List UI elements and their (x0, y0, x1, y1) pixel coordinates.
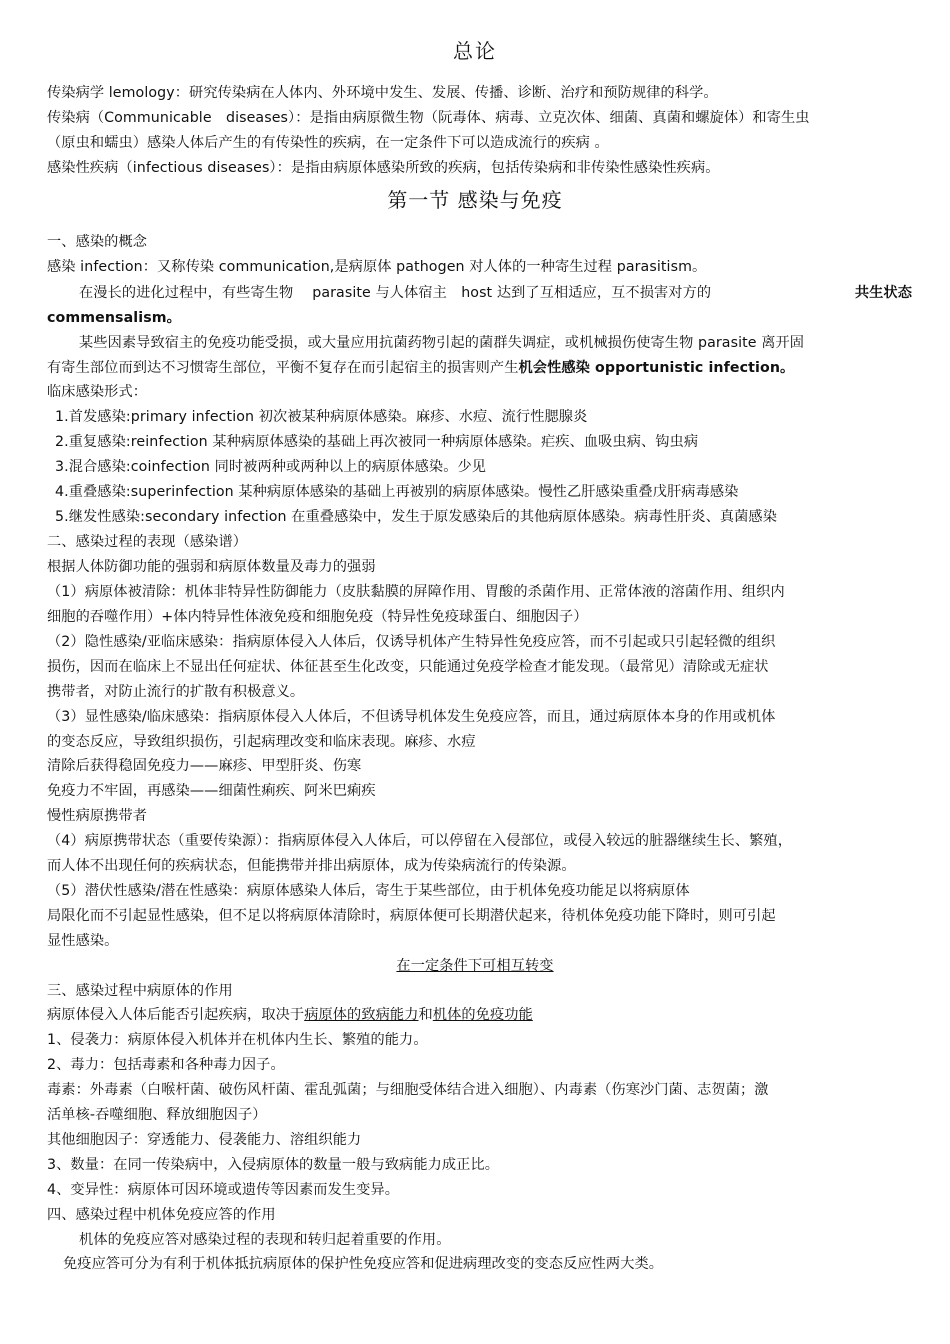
pathogen-virulence-term: 病原体的致病能力 (304, 1007, 419, 1023)
spectrum-intro: 根据人体防御功能的强弱和病原体数量及毒力的强弱 (47, 559, 376, 575)
spectrum-cleared-line-1: （1）病原体被清除：机体非特异性防御能力（皮肤黏膜的屏障作用、胃酸的杀菌作用、正常体液的溶菌作用、组织内 (47, 584, 785, 600)
section-title: 第一节 感染与免疫 (387, 188, 563, 212)
other-factors: 其他细胞因子：穿透能力、侵袭能力、溶组织能力 (47, 1132, 362, 1148)
clinical-form-item: 3.混合感染:coinfection 同时被两种或两种以上的病原体感染。少见 (55, 459, 487, 475)
spectrum-latent-line-3: 显性感染。 (47, 933, 119, 949)
opportunistic-text: 有寄生部位而到达不习惯寄生部位，平衡不复存在而引起宿主的损害则产生 (47, 360, 519, 376)
spectrum-latent-line-2: 局限化而不引起显性感染，但不足以将病原体清除时，病原体便可长期潜伏起来，待机体免疫功能下降时，则可引起 (47, 908, 776, 924)
spectrum-latent-line-1: （5）潜伏性感染/潜在性感染：病原体感染人体后，寄生于某些部位，由于机体免疫功能足以将病原体 (47, 883, 690, 899)
pathogen-role-conjunction: 和 (418, 1007, 433, 1023)
definition-infectious: 感染性疾病（infectious diseases）：是指由病原体感染所致的疾病，包括传染病和非传染性感染性疾病。 (47, 160, 720, 176)
spectrum-note (0, 954, 950, 978)
spectrum-overt-line-2: 的变态反应，导致组织损伤，引起病理改变和临床表现。麻疹、水痘 (47, 734, 476, 750)
infection-definition: 感染 infection：又称传染 communication,是病原体 pathogen 对人体的一种寄生过程 parasitism。 (47, 259, 707, 275)
clinical-form-item: 5.继发性感染:secondary infection 在重叠感染中，发生于原发感染后的其他病原体感染。病毒性肝炎、真菌感染 (55, 509, 778, 525)
opportunistic-term: 机会性感染 opportunistic infection。 (518, 360, 795, 376)
pathogen-invasiveness: 1、侵袭力：病原体侵入机体并在机体内生长、繁殖的能力。 (47, 1032, 428, 1048)
clinical-form-item: 4.重叠感染:superinfection 某种病原体感染的基础上再被别的病原体感染。慢性乙肝感染重叠戊肝病毒感染 (55, 484, 739, 500)
toxin-line-1: 毒素：外毒素（白喉杆菌、破伤风杆菌、霍乱弧菌；与细胞受体结合进入细胞）、内毒素（伤寒沙门菌、志贺菌；激 (47, 1082, 769, 1098)
definition-communicable-line-1: 传染病（Communicable diseases）：是指由病原微生物（阮毒体、病毒、立克次体、细菌、真菌和螺旋体）和寄生虫 (47, 110, 810, 126)
opportunistic-line-2 (47, 356, 912, 380)
definition-epidemiology: 传染病学 lemology：研究传染病在人体内、外环境中发生、发展、传播、诊断、治疗和预防规律的科学。 (47, 85, 718, 101)
spectrum-carrier-line-2: 而人体不出现任何的疾病状态，但能携带并排出病原体，成为传染病流行的传染源。 (47, 858, 576, 874)
spectrum-overt-line-3: 清除后获得稳固免疫力——麻疹、甲型肝炎、伤寒 (47, 758, 362, 774)
host-immunity-term: 机体的免疫功能 (432, 1007, 533, 1023)
heading-infection-spectrum: 二、感染过程的表现（感染谱） (47, 534, 248, 550)
spectrum-overt-line-4: 免疫力不牢固，再感染——细菌性痢疾、阿米巴痢疾 (47, 783, 376, 799)
pathogen-quantity: 3、数量：在同一传染病中，入侵病原体的数量一般与致病能力成正比。 (47, 1157, 500, 1173)
pathogen-variability: 4、变异性：病原体可因环境或遗传等因素而发生变异。 (47, 1182, 400, 1198)
spectrum-cleared-line-2: 细胞的吞噬作用）+体内特异性体液免疫和细胞免疫（特异性免疫球蛋白、细胞因子） (47, 609, 588, 625)
immune-response-line-2: 免疫应答可分为有利于机体抵抗病原体的保护性免疫应答和促进病理改变的变态反应性两大类。 (63, 1256, 664, 1272)
commensalism-line-2: commensalism。 (47, 310, 181, 326)
commensalism-term: 共生状态 (854, 285, 912, 301)
heading-infection-concept: 一、感染的概念 (47, 234, 148, 250)
spectrum-note-text: 在一定条件下可相互转变 (396, 958, 554, 974)
commensalism-line-1 (47, 281, 912, 305)
clinical-form-item: 2.重复感染:reinfection 某种病原体感染的基础上再次被同一种病原体感染。疟疾、血吸虫病、钩虫病 (55, 434, 699, 450)
definition-communicable-line-2: （原虫和蠕虫）感染人体后产生的有传染性的疾病，在一定条件下可以造成流行的疾病 。 (47, 135, 609, 151)
pathogen-role-intro-text: 病原体侵入人体后能否引起疾病，取决于 (47, 1007, 305, 1023)
pathogen-role-intro (47, 1003, 912, 1027)
heading-immune-response: 四、感染过程中机体免疫应答的作用 (47, 1207, 276, 1223)
commensalism-text: 在漫长的进化过程中，有些寄生物 parasite 与人体宿主 host 达到了互相适应，互不损害对方的 (79, 285, 712, 301)
spectrum-covert-line-3: 携带者，对防止流行的扩散有积极意义。 (47, 684, 305, 700)
immune-response-line-1: 机体的免疫应答对感染过程的表现和转归起着重要的作用。 (79, 1232, 451, 1248)
spectrum-covert-line-2: 损伤，因而在临床上不显出任何症状、体征甚至生化改变，只能通过免疫学检查才能发现。（最常见）清除或无症状 (47, 659, 769, 675)
page-title: 总论 (453, 39, 497, 63)
heading-pathogen-role: 三、感染过程中病原体的作用 (47, 983, 233, 999)
spectrum-overt-line-1: （3）显性感染/临床感染：指病原体侵入人体后，不但诱导机体发生免疫应答，而且，通过病原体本身的作用或机体 (47, 709, 776, 725)
toxin-line-2: 活单核-吞噬细胞、释放细胞因子） (47, 1107, 267, 1123)
clinical-forms-heading: 临床感染形式： (47, 384, 148, 400)
clinical-form-item: 1.首发感染:primary infection 初次被某种病原体感染。麻疹、水痘、流行性腮腺炎 (55, 409, 588, 425)
opportunistic-line-1: 某些因素导致宿主的免疫功能受损，或大量应用抗菌药物引起的菌群失调症，或机械损伤使寄生物 parasite 离开固 (79, 335, 805, 351)
spectrum-covert-line-1: （2）隐性感染/亚临床感染：指病原体侵入人体后，仅诱导机体产生特异性免疫应答，而不引起或只引起轻微的组织 (47, 634, 776, 650)
spectrum-carrier-line-1: （4）病原携带状态（重要传染源）：指病原体侵入人体后，可以停留在入侵部位，或侵入较远的脏器继续生长、繁殖， (47, 833, 792, 849)
pathogen-virulence: 2、毒力：包括毒素和各种毒力因子。 (47, 1057, 285, 1073)
spectrum-overt-line-5: 慢性病原携带者 (47, 808, 148, 824)
